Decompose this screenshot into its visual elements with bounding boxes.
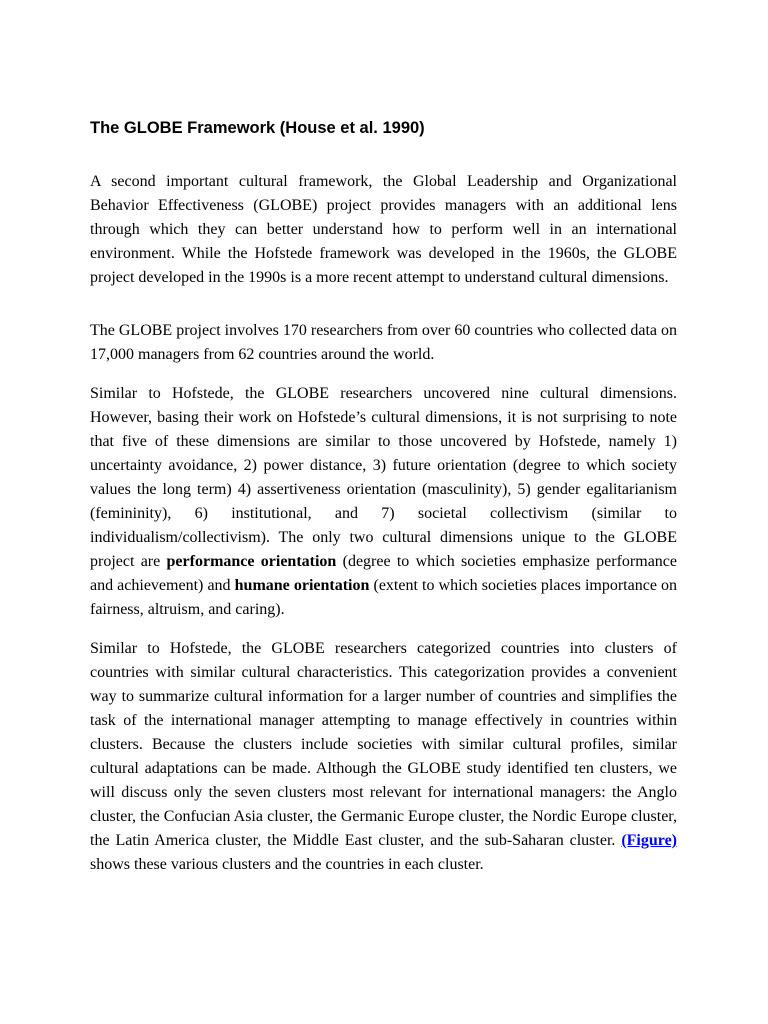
paragraph-intro: A second important cultural framework, the Global Leadership and Organizational Behavior Effectiveness (GLOBE) project provides managers with an additional lens through which they can better understand how to perform well in an international environment. While the Hofstede framework was developed in the 1960s, the GLOBE project developed in the 1990s is a more recent attempt to understand cultural dimensions. <box>90 173 677 286</box>
paragraph-dimensions <box>90 382 677 622</box>
paragraph-globe-project: The GLOBE project involves 170 researchers from over 60 countries who collected data on 17,000 managers from 62 countries around the world. <box>90 322 677 363</box>
paragraph-clusters-text-2: shows these various clusters and the countries in each cluster. <box>90 856 484 873</box>
paragraph-clusters <box>90 637 677 877</box>
term-performance-orientation: performance orientation <box>166 553 337 570</box>
term-humane-orientation: humane orientation <box>234 577 370 594</box>
paragraph-dimensions-text-3: (extent to which societies places importance on fairness, altruism, and caring). <box>90 577 678 618</box>
paragraph-clusters-text-1: Similar to Hofstede, the GLOBE researchers categorized countries into clusters of countries with similar cultural characteristics. This categorization provides a convenient way to summarize cultural information for a larger number of countries and simplifies the task of the international manager attempting to manage effectively in countries within clusters. Because the clusters include societies with similar cultural profiles, similar cultural adaptations can be made. Although the GLOBE study identified ten clusters, we will discuss only the seven clusters most relevant for international managers: the Anglo cluster, the Confucian Asia cluster, the Germanic Europe cluster, the Nordic Europe cluster, the Latin America cluster, the Middle East cluster, and the sub-Saharan cluster. <box>90 640 677 849</box>
paragraph-dimensions-text-2: (degree to which societies emphasize performance and achievement) and <box>90 553 677 594</box>
figure-link[interactable]: (Figure) <box>621 832 677 849</box>
page-title: The GLOBE Framework (House et al. 1990) <box>90 119 425 137</box>
document-page <box>90 117 677 877</box>
paragraph-dimensions-text-1: Similar to Hofstede, the GLOBE researchers uncovered nine cultural dimensions. However, basing their work on Hofstede’s cultural dimensions, it is not surprising to note that five of these dimensions are similar to those uncovered by Hofstede, namely 1) uncertainty avoidance, 2) power distance, 3) future orientation (degree to which society values the long term) 4) assertiveness orientation (masculinity), 5) gender egalitarianism (femininity), 6) institutional, and 7) societal collectivism (similar to individualism/collectivism). The only two cultural dimensions unique to the GLOBE project are <box>90 385 677 570</box>
